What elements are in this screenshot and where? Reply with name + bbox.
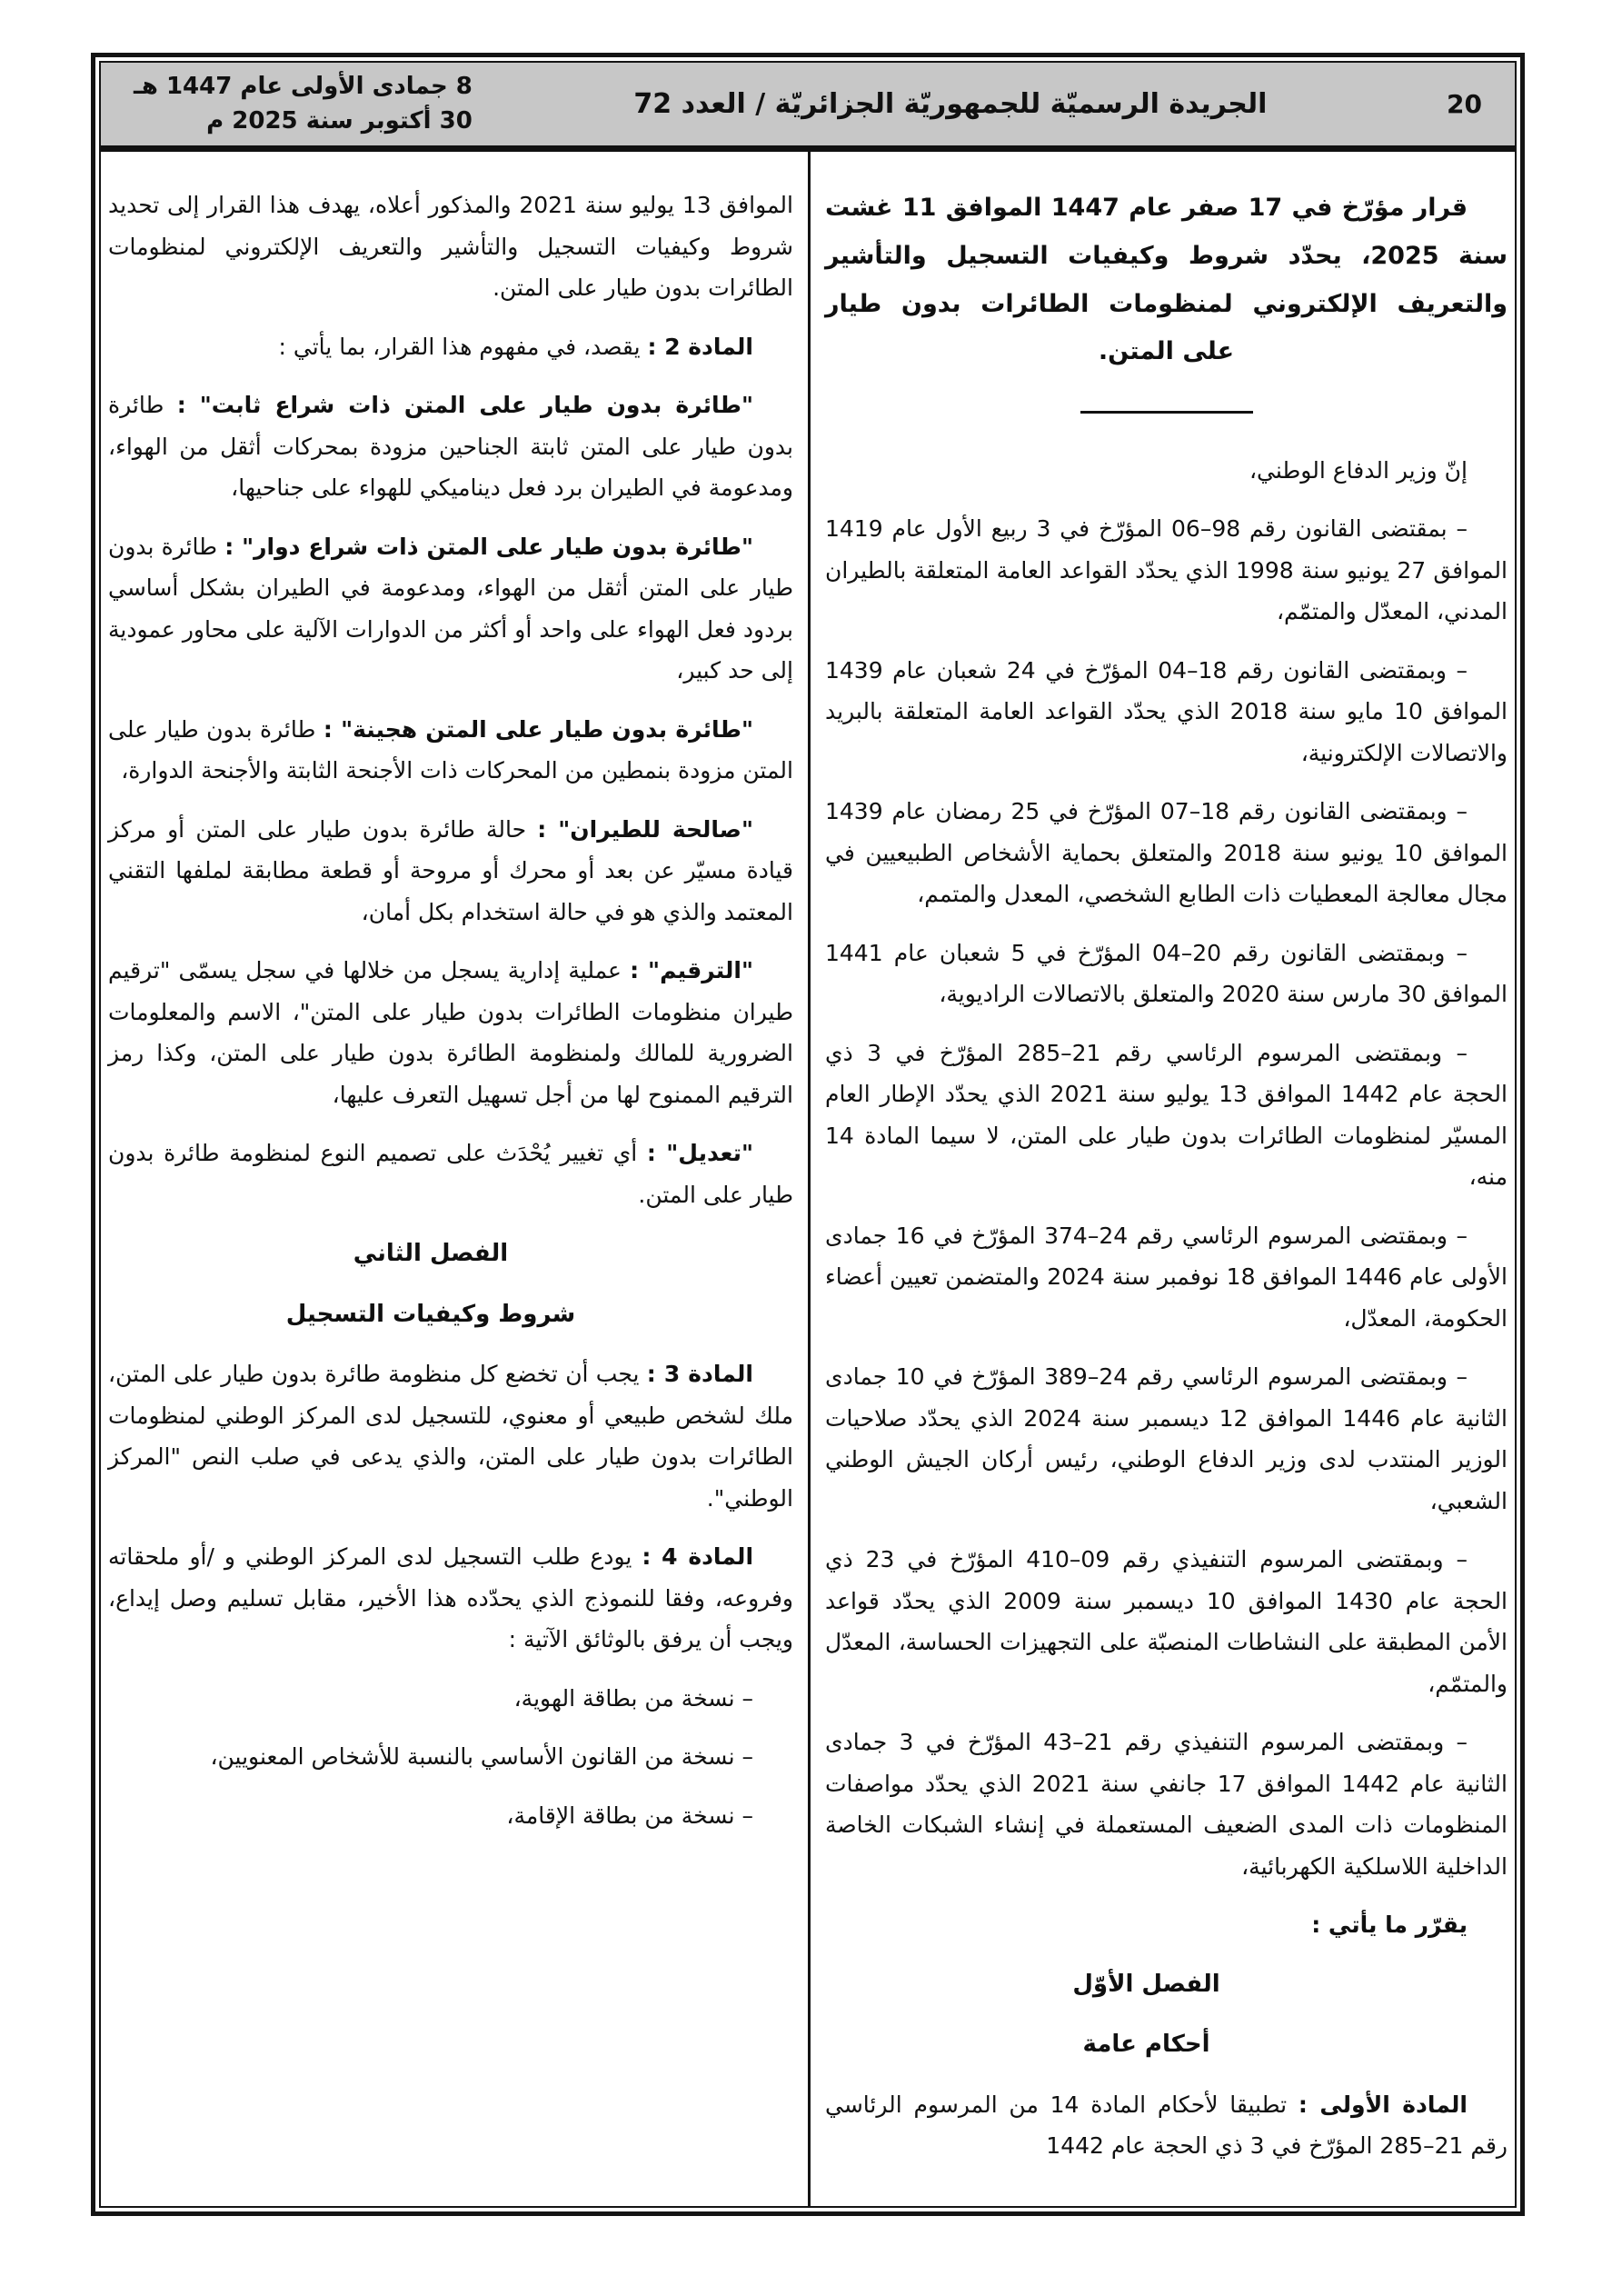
definition-text: طائرة بدون طيار على المتن أثقل من الهواء، ومدعومة في الطيران بشكل أساسي بردود فعل الهواء على واحد أو أكثر من الدوارات الآلية على محاور عمودية إلى حد كبير، bbox=[108, 533, 793, 684]
decides-line: يقرّر ما يأتي : bbox=[1311, 1912, 1468, 1939]
article-2-paragraph bbox=[108, 326, 793, 368]
definition-item bbox=[108, 809, 793, 933]
definition-text: طائرة بدون طيار على المتن مزودة بنمطين من المحركات ذات الأجنحة الثابتة والأجنحة الدوارة، bbox=[108, 715, 793, 784]
article-3-paragraph bbox=[108, 1353, 793, 1519]
visa-item: – وبمقتضى المرسوم التنفيذي رقم 21–43 المؤرّخ في 3 جمادى الثانية عام 1442 الموافق 17 جانفي سنة 2021 الذي يحدّد مواصفات المنظومات ذات المدى الضعيف المستعملة في إنشاء الشبكات الخاصة الداخلية اللاسلكية الكهربائية، bbox=[825, 1729, 1508, 1880]
date-hijri: 8 جمادى الأولى عام 1447 هـ bbox=[134, 73, 473, 100]
article-1-text: تطبيقا لأحكام المادة 14 من المرسوم الرئاسي رقم 21–285 المؤرّخ في 3 ذي الحجة عام 1442 bbox=[825, 2091, 1508, 2160]
body-columns bbox=[101, 152, 1515, 2205]
visa-item: – وبمقتضى المرسوم الرئاسي رقم 24–374 المؤرّخ في 16 جمادى الأولى عام 1446 الموافق 18 نوفمبر سنة 2024 والمتضمن تعيين أعضاء الحكومة، المعدّل، bbox=[825, 1222, 1508, 1332]
definition-term: "تعديل" : bbox=[646, 1140, 753, 1167]
visa-item: – وبمقتضى المرسوم الرئاسي رقم 21–285 المؤرّخ في 3 ذي الحجة عام 1442 الموافق 13 يوليو سنة 2021 الذي يحدّد الإطار العام المسيّر لمنظومات الطائرات بدون طيار على المتن، لا سيما المادة 14 منه، bbox=[825, 1039, 1508, 1191]
page-frame bbox=[91, 53, 1525, 2216]
issue-date-block bbox=[134, 70, 473, 138]
article-4-paragraph bbox=[108, 1536, 793, 1661]
definition-item bbox=[108, 526, 793, 692]
definition-item bbox=[108, 1133, 793, 1215]
header-band bbox=[101, 63, 1515, 152]
definition-term: "طائرة بدون طيار على المتن هجينة" : bbox=[323, 715, 754, 743]
visa-item: – بمقتضى القانون رقم 98–06 المؤرّخ في 3 ربيع الأول عام 1419 الموافق 27 يونيو سنة 1998 الذي يحدّد القواعد العامة المتعلقة بالطيران المدني، المعدّل والمتمّم، bbox=[825, 515, 1508, 625]
chapter-2-title: الفصل الثاني bbox=[353, 1240, 509, 1268]
definition-term: "طائرة بدون طيار على المتن ذات شراع دوار" : bbox=[224, 533, 753, 560]
document-list-item: – نسخة من بطاقة الهوية، bbox=[513, 1684, 753, 1712]
chapter-1-subtitle: أحكام عامة bbox=[1082, 2031, 1210, 2059]
page-frame-inner bbox=[99, 61, 1517, 2208]
article-3-label: المادة 3 : bbox=[646, 1361, 753, 1387]
article-3-text: يجب أن تخضع كل منظومة طائرة بدون طيار على المتن، ملك لشخص طبيعي أو معنوي، للتسجيل لدى المركز الوطني لمنظومات الطائرات بدون طيار على المتن، والذي يدعى في صلب النص "المركز الوطني". bbox=[108, 1361, 793, 1512]
column-left bbox=[101, 152, 808, 2205]
definition-text: عملية إدارية يسجل من خلالها في سجل يسمّى "ترقيم طيران منظومات الطائرات بدون طيار على المتن"، الاسم والمعلومات الضرورية للمالك ولمنظومة الطائرة بدون طيار على المتن، وكذا رمز الترقيم الممنوح لها من أجل تسهيل التعرف عليها، bbox=[108, 957, 793, 1108]
definition-term: "الترقيم" : bbox=[630, 957, 753, 984]
definition-term: "صالحة للطيران" : bbox=[537, 815, 753, 843]
date-gregorian: 30 أكتوبر سنة 2025 م bbox=[206, 106, 473, 135]
document-list-item: – نسخة من القانون الأساسي بالنسبة للأشخاص المعنويين، bbox=[210, 1743, 753, 1770]
decree-title: قرار مؤرّخ في 17 صفر عام 1447 الموافق 11 غشت سنة 2025، يحدّد شروط وكيفيات التسجيل والتأشير والتعريف الإلكتروني لمنظومات الطائرات بدون طيار على المتن. bbox=[825, 194, 1508, 366]
article-4-text: يودع طلب التسجيل لدى المركز الوطني و /أو ملحقاته وفروعه، وفقا للنموذج الذي يحدّده هذا الأخير، مقابل تسليم وصل إيداع، ويجب أن يرفق بالوثائق الآتية : bbox=[108, 1543, 793, 1652]
definition-item bbox=[108, 950, 793, 1115]
title-separator-rule bbox=[1080, 411, 1253, 414]
visa-item: – وبمقتضى المرسوم الرئاسي رقم 24–389 المؤرّخ في 10 جمادى الثانية عام 1446 الموافق 12 ديسمبر سنة 2024 الذي يحدّد صلاحيات الوزير المنتدب لدى وزير الدفاع الوطني، رئيس أركان الجيش الوطني الشعبي، bbox=[825, 1363, 1508, 1514]
page-number: 20 bbox=[1447, 89, 1482, 120]
article-4-label: المادة 4 : bbox=[642, 1543, 754, 1570]
article-2-text: يقصد، في مفهوم هذا القرار، بما يأتي : bbox=[278, 333, 641, 360]
document-list-item: – نسخة من بطاقة الإقامة، bbox=[506, 1802, 753, 1829]
article-1-paragraph bbox=[825, 2084, 1508, 2167]
chapter-2-subtitle: شروط وكيفيات التسجيل bbox=[285, 1300, 576, 1328]
definition-text: حالة طائرة بدون طيار على المتن أو مركز قيادة مسيّر عن بعد أو محرك أو مروحة أو قطعة مطابقة لملفها التقني المعتمد والذي هو في حالة استخدام بكل أمان، bbox=[108, 815, 793, 925]
definition-item bbox=[108, 709, 793, 792]
definition-term: "طائرة بدون طيار على المتن ذات شراع ثابت" : bbox=[176, 392, 753, 419]
chapter-1-title: الفصل الأوّل bbox=[1072, 1970, 1220, 1998]
visa-item: – وبمقتضى القانون رقم 18–04 المؤرّخ في 24 شعبان عام 1439 الموافق 10 مايو سنة 2018 الذي يحدّد القواعد العامة المتعلقة بالبريد والاتصالات الإلكترونية، bbox=[825, 656, 1508, 766]
journal-title: الجريدة الرسميّة للجمهوريّة الجزائريّة / العدد 72 bbox=[633, 88, 1268, 121]
preamble-opening: إنّ وزير الدفاع الوطني، bbox=[1249, 456, 1468, 484]
definition-text: أي تغيير يُحْدَث على تصميم النوع لمنظومة طائرة بدون طيار على المتن. bbox=[108, 1140, 793, 1208]
visa-item: – وبمقتضى المرسوم التنفيذي رقم 09–410 المؤرّخ في 23 ذي الحجة عام 1430 الموافق 10 ديسمبر سنة 2009 الذي يحدّد قواعد الأمن المطبقة على النشاطات المنصبّة على التجهيزات الحساسة، المعدّل والمتمّم، bbox=[825, 1546, 1508, 1697]
article-1-label: المادة الأولى : bbox=[1298, 2091, 1468, 2118]
article-2-label: المادة 2 : bbox=[647, 333, 753, 360]
continuation-paragraph: الموافق 13 يوليو سنة 2021 والمذكور أعلاه، يهدف هذا القرار إلى تحديد شروط وكيفيات التسجيل والتأشير والتعريف الإلكتروني لمنظومات الطائرات بدون طيار على المتن. bbox=[108, 192, 793, 302]
column-right bbox=[808, 152, 1515, 2205]
visa-item: – وبمقتضى القانون رقم 20–04 المؤرّخ في 5 شعبان عام 1441 الموافق 30 مارس سنة 2020 والمتعلق بالاتصالات الراديوية، bbox=[825, 939, 1508, 1008]
visa-item: – وبمقتضى القانون رقم 18–07 المؤرّخ في 25 رمضان عام 1439 الموافق 10 يونيو سنة 2018 والمتعلق بحماية الأشخاص الطبيعيين في مجال معالجة المعطيات ذات الطابع الشخصي، المعدل والمتمم، bbox=[825, 798, 1508, 908]
definition-text: طائرة بدون طيار على المتن ثابتة الجناحين مزودة بمحركات أثقل من الهواء، ومدعومة في الطيران برد فعل ديناميكي للهواء على جناحيها، bbox=[108, 392, 793, 502]
definition-item bbox=[108, 384, 793, 509]
